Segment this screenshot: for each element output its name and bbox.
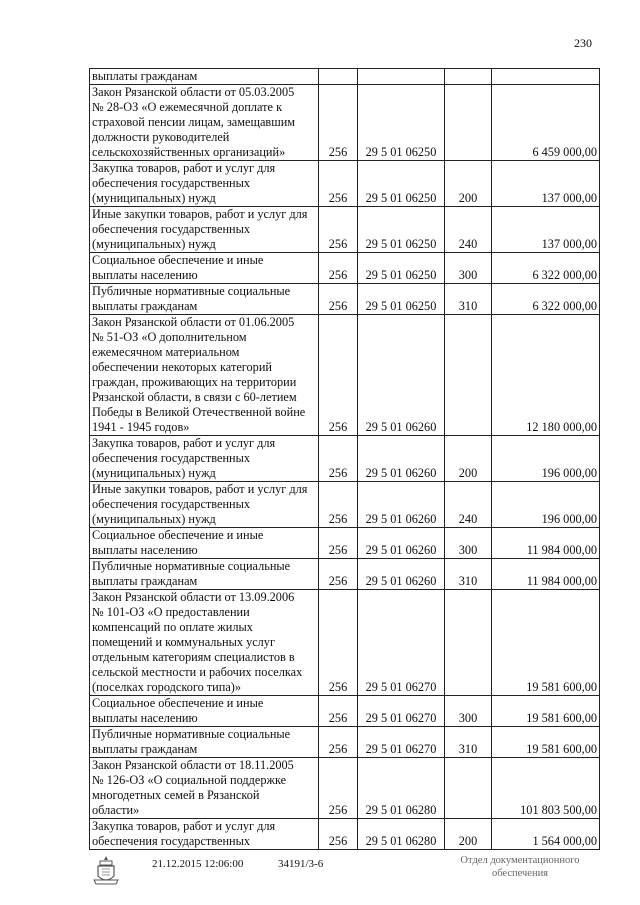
footer-date: 21.12.2015 12:06:00 xyxy=(152,858,244,870)
row-name-cell: Социальное обеспечение и иные выплаты населению xyxy=(90,696,319,727)
footer-doc-number: 34191/3-6 xyxy=(278,858,324,870)
row-csr-cell: 29 5 01 06250 xyxy=(358,207,445,253)
row-vr-cell: 200 xyxy=(445,819,492,850)
row-name-cell: Социальное обеспечение и иные выплаты населению xyxy=(90,528,319,559)
row-sum-cell: 196 000,00 xyxy=(492,436,600,482)
stamp-line-2: обеспечения xyxy=(491,868,549,879)
row-sum-cell: 19 581 600,00 xyxy=(492,590,600,696)
row-name-cell: Иные закупки товаров, работ и услуг для обеспечения государственных (муниципальных) нужд xyxy=(90,482,319,528)
table-row xyxy=(90,696,600,727)
table-row xyxy=(90,207,600,253)
row-csr-cell: 29 5 01 06270 xyxy=(358,727,445,758)
row-vr-cell: 240 xyxy=(445,482,492,528)
row-csr-cell: 29 5 01 06280 xyxy=(358,819,445,850)
row-vr-cell: 310 xyxy=(445,284,492,315)
row-ved-cell: 256 xyxy=(319,85,358,161)
row-ved-cell xyxy=(319,69,358,85)
row-vr-cell: 310 xyxy=(445,559,492,590)
row-sum-cell: 101 803 500,00 xyxy=(492,758,600,819)
row-ved-cell: 256 xyxy=(319,758,358,819)
row-csr-cell: 29 5 01 06250 xyxy=(358,253,445,284)
table-row xyxy=(90,559,600,590)
row-ved-cell: 256 xyxy=(319,284,358,315)
row-csr-cell xyxy=(358,69,445,85)
table-row xyxy=(90,436,600,482)
row-ved-cell: 256 xyxy=(319,590,358,696)
table-row xyxy=(90,315,600,436)
row-sum-cell: 19 581 600,00 xyxy=(492,727,600,758)
row-csr-cell: 29 5 01 06260 xyxy=(358,436,445,482)
row-name-cell: Закупка товаров, работ и услуг для обеспечения государственных (муниципальных) нужд xyxy=(90,436,319,482)
row-name-cell: Закон Рязанской области от 01.06.2005 № 51-ОЗ «О дополнительном ежемесячном материальном обеспечении некоторых категорий граждан, проживающих на территории Рязанской области, в связи с 60-летием Победы в Великой Отечественной войне 1941 - 1945 годов» xyxy=(90,315,319,436)
row-vr-cell: 300 xyxy=(445,696,492,727)
row-csr-cell: 29 5 01 06260 xyxy=(358,315,445,436)
row-ved-cell: 256 xyxy=(319,436,358,482)
page-number: 230 xyxy=(574,36,592,50)
row-name-cell: Публичные нормативные социальные выплаты гражданам xyxy=(90,284,319,315)
row-name-cell: Закон Рязанской области от 18.11.2005 № 126-ОЗ «О социальной поддержке многодетных семей в Рязанской области» xyxy=(90,758,319,819)
stamp-line-1: Отдел документационного xyxy=(460,855,580,866)
row-vr-cell: 300 xyxy=(445,253,492,284)
row-csr-cell: 29 5 01 06260 xyxy=(358,482,445,528)
row-name-cell: Публичные нормативные социальные выплаты гражданам xyxy=(90,727,319,758)
table-row xyxy=(90,69,600,85)
row-ved-cell: 256 xyxy=(319,696,358,727)
row-csr-cell: 29 5 01 06250 xyxy=(358,161,445,207)
table-row xyxy=(90,819,600,850)
row-ved-cell: 256 xyxy=(319,528,358,559)
row-name-cell: Закон Рязанской области от 05.03.2005 № 28-ОЗ «О ежемесячной доплате к страховой пенсии лицам, замещавшим должности руководителей сельскохозяйственных организаций» xyxy=(90,85,319,161)
row-vr-cell xyxy=(445,315,492,436)
row-sum-cell: 6 322 000,00 xyxy=(492,284,600,315)
row-vr-cell: 200 xyxy=(445,161,492,207)
row-sum-cell: 12 180 000,00 xyxy=(492,315,600,436)
row-csr-cell: 29 5 01 06250 xyxy=(358,284,445,315)
row-name-cell: Закупка товаров, работ и услуг для обеспечения государственных (муниципальных) нужд xyxy=(90,161,319,207)
row-vr-cell: 200 xyxy=(445,436,492,482)
row-name-cell: выплаты гражданам xyxy=(90,69,319,85)
row-name-cell: Иные закупки товаров, работ и услуг для обеспечения государственных (муниципальных) нужд xyxy=(90,207,319,253)
row-ved-cell: 256 xyxy=(319,482,358,528)
coat-of-arms-icon xyxy=(92,854,120,886)
table-row xyxy=(90,253,600,284)
row-vr-cell xyxy=(445,85,492,161)
budget-table xyxy=(89,68,600,850)
department-stamp xyxy=(440,854,600,880)
table-row xyxy=(90,590,600,696)
row-vr-cell xyxy=(445,69,492,85)
row-vr-cell xyxy=(445,590,492,696)
table-row xyxy=(90,758,600,819)
row-csr-cell: 29 5 01 06250 xyxy=(358,85,445,161)
row-ved-cell: 256 xyxy=(319,161,358,207)
row-sum-cell: 1 564 000,00 xyxy=(492,819,600,850)
row-vr-cell: 240 xyxy=(445,207,492,253)
row-sum-cell: 11 984 000,00 xyxy=(492,559,600,590)
footer xyxy=(0,854,640,894)
table-row xyxy=(90,161,600,207)
table-row xyxy=(90,85,600,161)
table-row xyxy=(90,284,600,315)
row-sum-cell: 137 000,00 xyxy=(492,161,600,207)
row-ved-cell: 256 xyxy=(319,559,358,590)
row-sum-cell: 196 000,00 xyxy=(492,482,600,528)
row-ved-cell: 256 xyxy=(319,253,358,284)
row-sum-cell: 19 581 600,00 xyxy=(492,696,600,727)
row-sum-cell: 6 322 000,00 xyxy=(492,253,600,284)
row-csr-cell: 29 5 01 06260 xyxy=(358,528,445,559)
row-ved-cell: 256 xyxy=(319,207,358,253)
row-name-cell: Социальное обеспечение и иные выплаты населению xyxy=(90,253,319,284)
row-vr-cell xyxy=(445,758,492,819)
row-csr-cell: 29 5 01 06270 xyxy=(358,590,445,696)
row-name-cell: Закон Рязанской области от 13.09.2006 № 101-ОЗ «О предоставлении компенсаций по оплате жилых помещений и коммунальных услуг отдельным категориям специалистов в сельской местности и рабочих поселках (поселках городского типа)» xyxy=(90,590,319,696)
row-ved-cell: 256 xyxy=(319,727,358,758)
row-sum-cell: 11 984 000,00 xyxy=(492,528,600,559)
row-sum-cell: 6 459 000,00 xyxy=(492,85,600,161)
table-row xyxy=(90,727,600,758)
table-row xyxy=(90,528,600,559)
table-row xyxy=(90,482,600,528)
row-name-cell: Закупка товаров, работ и услуг для обеспечения государственных xyxy=(90,819,319,850)
row-ved-cell: 256 xyxy=(319,819,358,850)
row-csr-cell: 29 5 01 06270 xyxy=(358,696,445,727)
row-sum-cell xyxy=(492,69,600,85)
row-sum-cell: 137 000,00 xyxy=(492,207,600,253)
row-vr-cell: 300 xyxy=(445,528,492,559)
row-vr-cell: 310 xyxy=(445,727,492,758)
row-ved-cell: 256 xyxy=(319,315,358,436)
row-name-cell: Публичные нормативные социальные выплаты гражданам xyxy=(90,559,319,590)
row-csr-cell: 29 5 01 06280 xyxy=(358,758,445,819)
row-csr-cell: 29 5 01 06260 xyxy=(358,559,445,590)
